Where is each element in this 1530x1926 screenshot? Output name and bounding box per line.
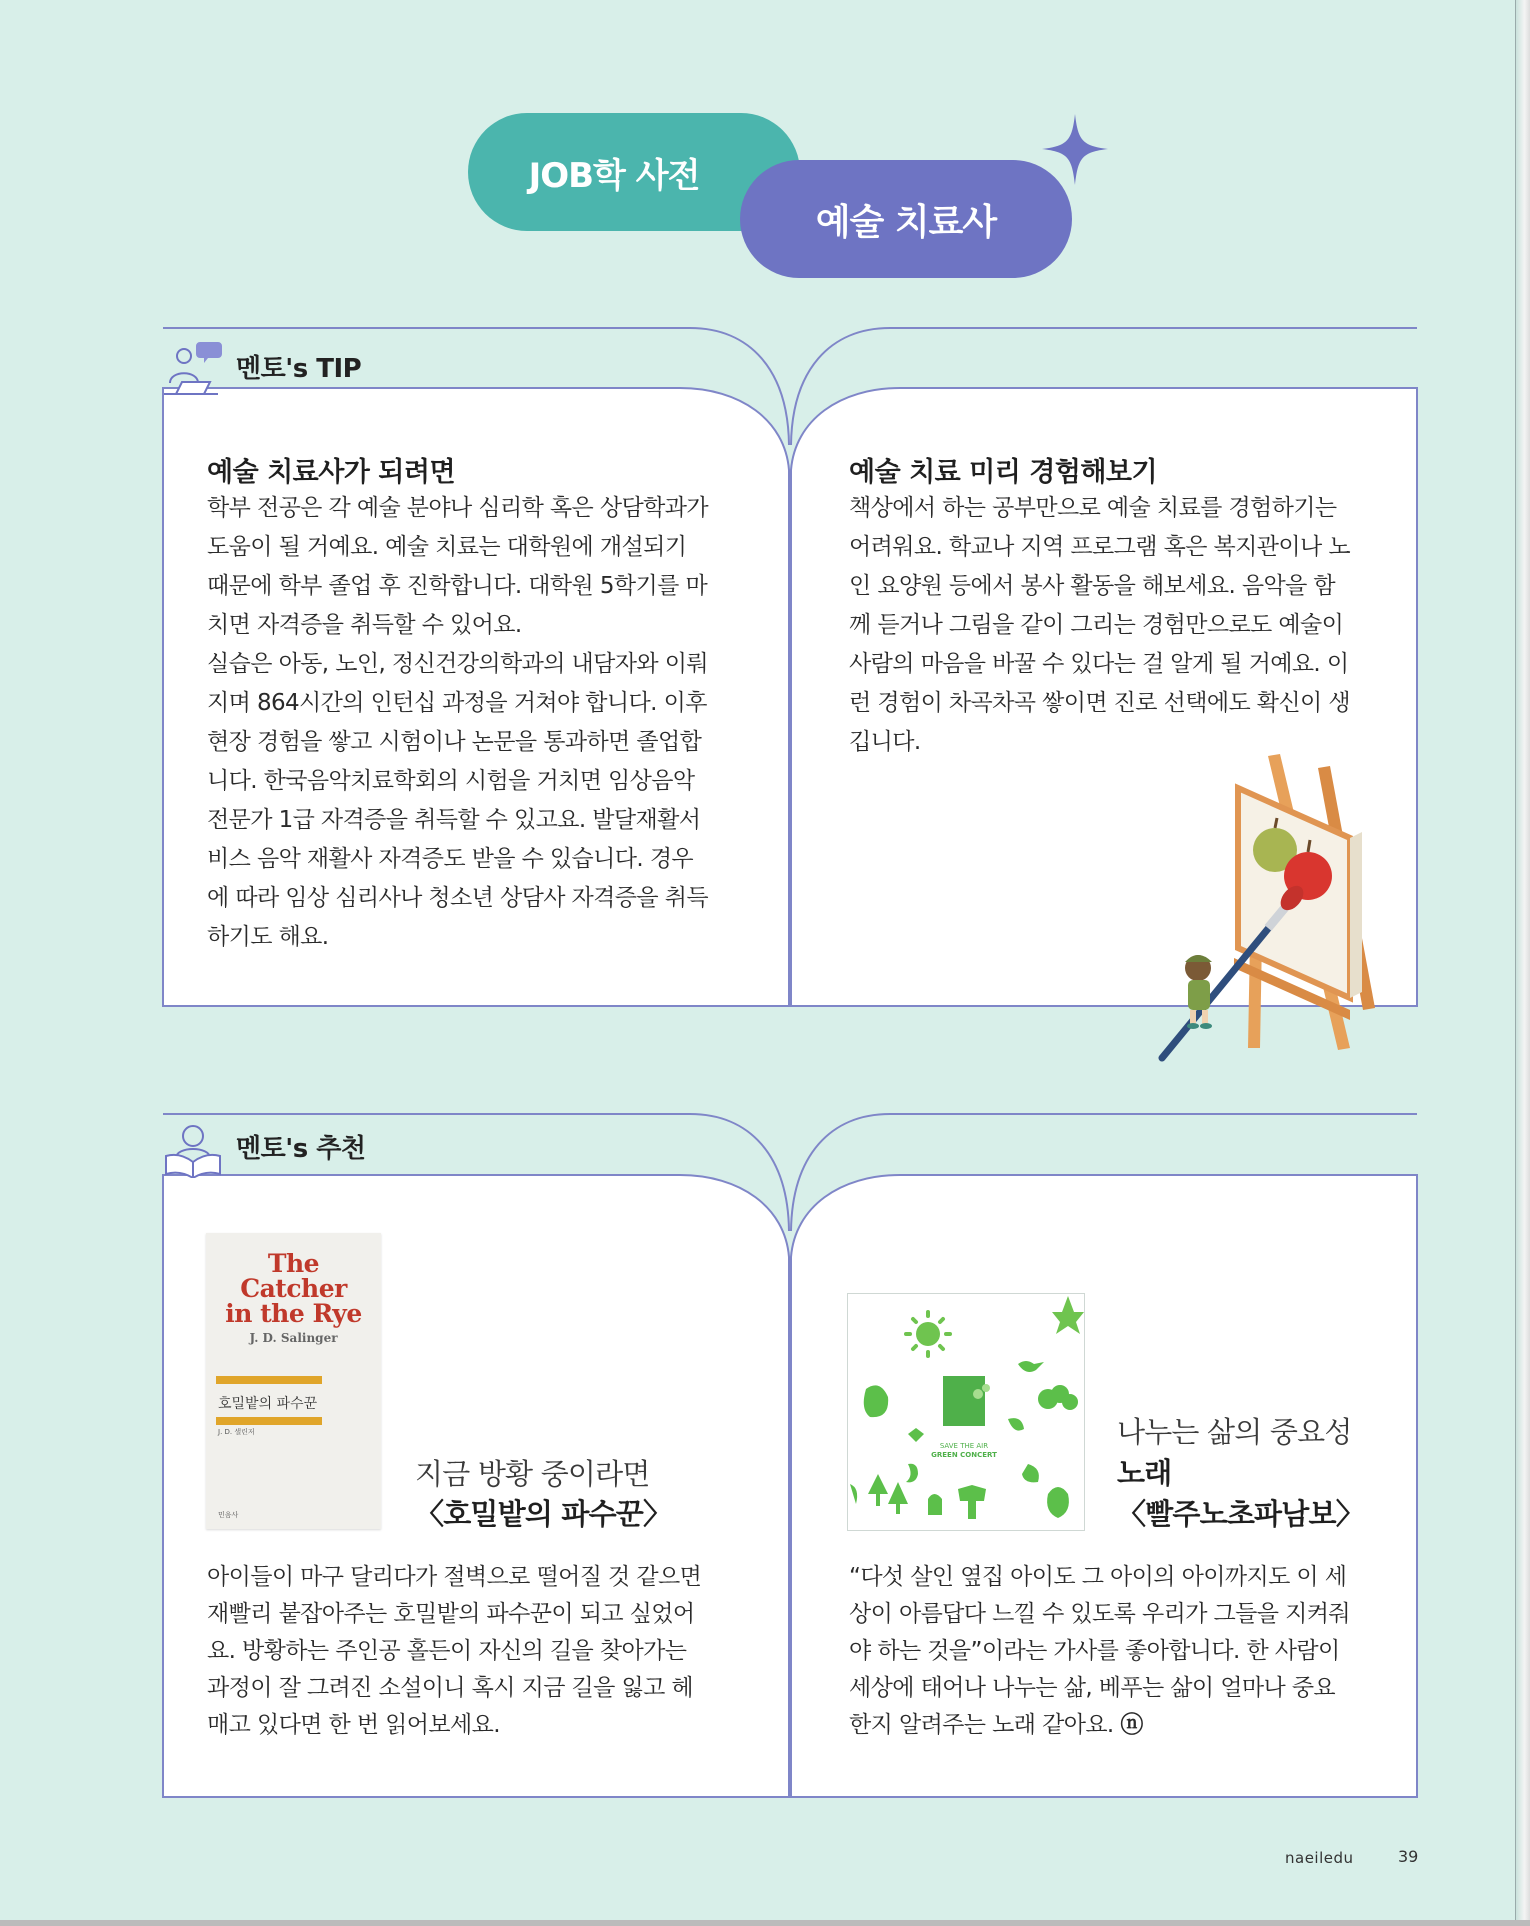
song-title: 〈빨주노초파남보〉	[1117, 1497, 1364, 1531]
book-title-en	[206, 1251, 381, 1326]
easel-painting-illustration	[1150, 748, 1380, 1070]
rec-section-label: 멘토's 추천	[236, 1134, 366, 1164]
footer-brand: naeiledu	[1285, 1849, 1354, 1867]
song-type-label: 노래	[1117, 1456, 1172, 1490]
tip-left-heading: 예술 치료사가 되려면	[207, 457, 456, 488]
text-line: 전문가 1급 자격증을 취득할 수 있고요. 발달재활서	[207, 807, 701, 833]
tip-right-heading: 예술 치료 미리 경험해보기	[849, 457, 1158, 488]
job-title: 예술 치료사	[815, 201, 997, 243]
text-line: 런 경험이 차곡차곡 쌓이면 진로 선택에도 확신이 생	[849, 690, 1350, 716]
text-line: 책상에서 하는 공부만으로 예술 치료를 경험하기는	[849, 495, 1337, 521]
book-title-line: The	[267, 1249, 320, 1278]
text-line: 니다. 한국음악치료학회의 시험을 거치면 임상음악	[207, 768, 695, 794]
mentor-laptop-icon	[162, 338, 224, 396]
text-line: 아이들이 마구 달리다가 절벽으로 떨어질 것 같으면	[207, 1564, 702, 1590]
album-text: GREEN CONCERT	[931, 1451, 997, 1459]
mentor-book-icon	[162, 1122, 224, 1178]
book-decor-bar	[216, 1376, 322, 1384]
song-subtitle: 나누는 삶의 중요성	[1117, 1415, 1352, 1449]
text-line: “다섯 살인 옆집 아이도 그 아이의 아이까지도 이 세	[849, 1564, 1347, 1590]
text-line: 하기도 해요.	[207, 924, 329, 950]
book-translator: J. D. 샐린저	[218, 1428, 255, 1436]
album-artwork	[848, 1294, 1084, 1530]
text-line: 깁니다.	[849, 729, 921, 755]
book-cover-image	[206, 1233, 381, 1529]
text-line: 한지 알려주는 노래 같아요.	[849, 1712, 1114, 1738]
text-line: 치면 자격증을 취득할 수 있어요.	[207, 612, 522, 638]
series-label: JOB학 사전	[528, 155, 700, 196]
tip-left-body	[207, 489, 708, 957]
text-line: 께 듣거나 그림을 같이 그리는 경험만으로도 예술이	[849, 612, 1344, 638]
text-line: 세상에 태어나 나누는 삶, 베푸는 삶이 얼마나 중요	[849, 1675, 1336, 1701]
text-line: 비스 음악 재활사 자격증도 받을 수 있습니다. 경우	[207, 846, 694, 872]
text-line: 실습은 아동, 노인, 정신건강의학과의 내담자와 이뤄	[207, 651, 708, 677]
text-line: 야 하는 것을”이라는 가사를 좋아합니다. 한 사람이	[849, 1638, 1340, 1664]
text-line: 때문에 학부 졸업 후 진학합니다. 대학원 5학기를 마	[207, 573, 708, 599]
book-title-kr: 호밀밭의 파수꾼	[218, 1396, 318, 1412]
album-cover-image	[848, 1294, 1084, 1530]
text-line: 도움이 될 거예요. 예술 치료는 대학원에 개설되기	[207, 534, 687, 560]
album-text: SAVE THE AIR	[939, 1442, 989, 1450]
text-line: 사람의 마음을 바꿀 수 있다는 걸 알게 될 거예요. 이	[849, 651, 1349, 677]
text-line: 인 요양원 등에서 봉사 활동을 해보세요. 음악을 함	[849, 573, 1336, 599]
text-line: 어려워요. 학교나 지역 프로그램 혹은 복지관이나 노	[849, 534, 1350, 560]
tip-section-label: 멘토's TIP	[236, 354, 362, 384]
book-publisher: 민음사	[218, 1511, 239, 1519]
text-line: 상이 아름답다 느낄 수 있도록 우리가 그들을 지켜줘	[849, 1601, 1350, 1627]
rec-left-body	[207, 1559, 701, 1744]
book-subtitle: 지금 방황 중이라면	[415, 1457, 650, 1491]
text-line: 재빨리 붙잡아주는 호밀밭의 파수꾼이 되고 싶었어	[207, 1601, 695, 1627]
tip-right-body	[849, 489, 1350, 762]
book-decor-bar	[216, 1417, 322, 1425]
text-line: 요. 방황하는 주인공 홀든이 자신의 길을 찾아가는	[207, 1638, 687, 1664]
book-title-line: Catcher	[240, 1274, 347, 1303]
text-line: 지며 864시간의 인턴십 과정을 거쳐야 합니다. 이후	[207, 690, 707, 716]
book-author: J. D. Salinger	[249, 1331, 338, 1345]
page-number: 39	[1398, 1847, 1419, 1866]
book-title-line: in the Rye	[225, 1299, 362, 1328]
text-line: 현장 경험을 쌓고 시험이나 논문을 통과하면 졸업합	[207, 729, 702, 755]
text-line: 과정이 잘 그려진 소설이니 혹시 지금 길을 잃고 헤	[207, 1675, 694, 1701]
book-title: 〈호밀밭의 파수꾼〉	[415, 1497, 672, 1531]
rec-right-body	[849, 1559, 1350, 1744]
end-mark-icon: ⓝ	[1120, 1712, 1143, 1738]
text-line: 학부 전공은 각 예술 분야나 심리학 혹은 상담학과가	[207, 495, 708, 521]
text-line: 에 따라 임상 심리사나 청소년 상담사 자격증을 취득	[207, 885, 708, 911]
text-line: 매고 있다면 한 번 읽어보세요.	[207, 1712, 500, 1738]
